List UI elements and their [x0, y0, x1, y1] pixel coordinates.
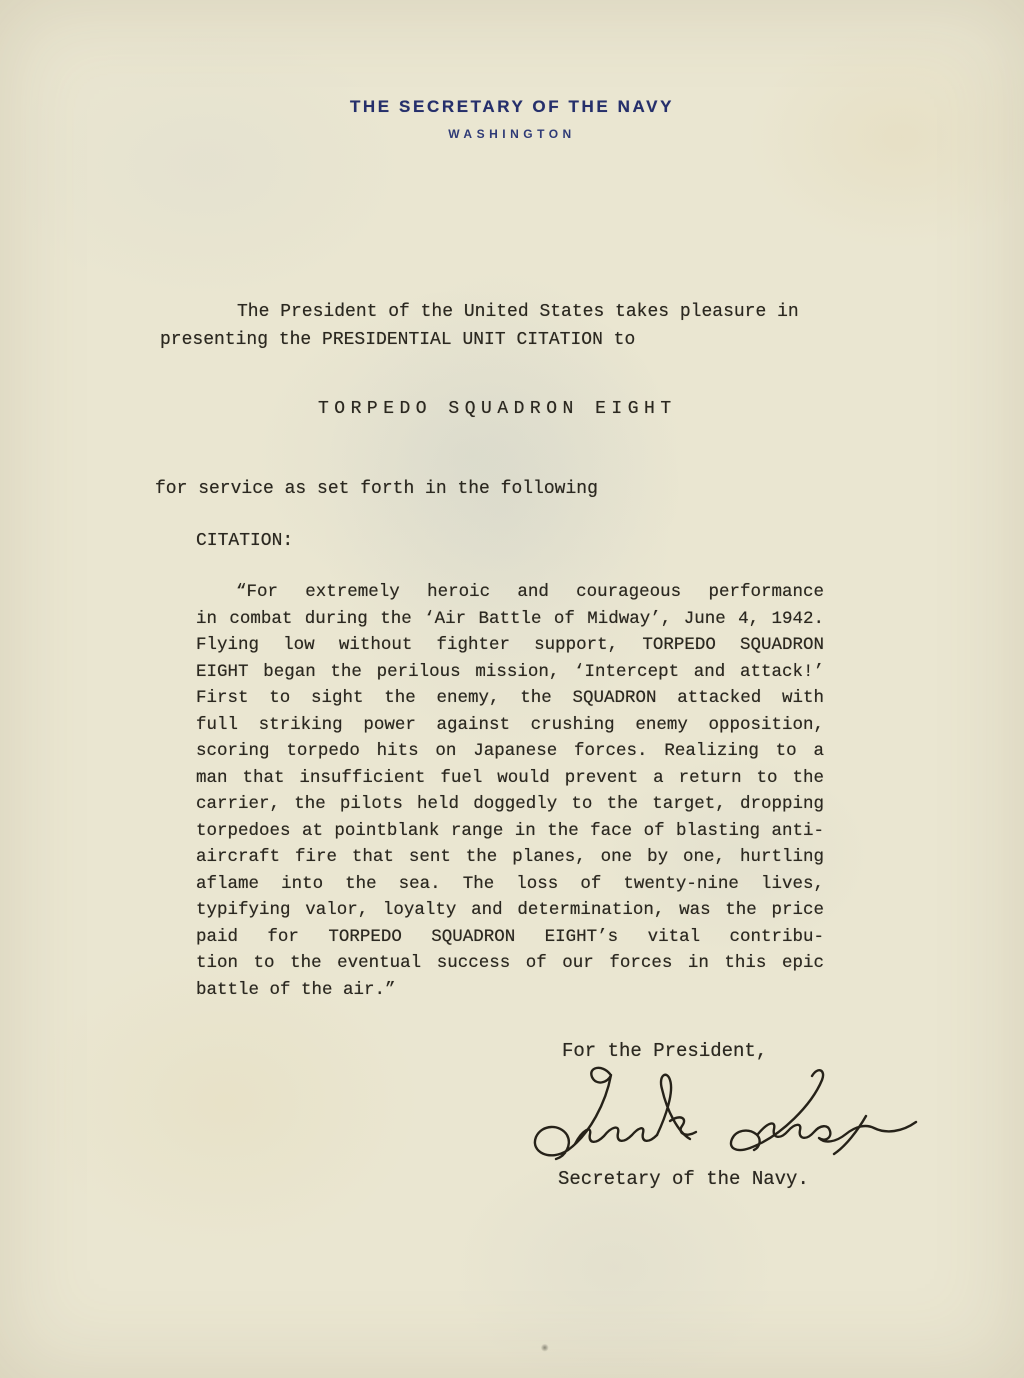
- citation-line: full striking power against crushing enemy opposition,: [196, 714, 824, 735]
- citation-line: tion to the eventual success of our forces in this epic: [196, 953, 824, 973]
- citation-line: torpedoes at pointblank range in the face of blasting anti-: [196, 820, 824, 841]
- citation-line: aircraft fire that sent the planes, one by one, hurtling: [196, 847, 824, 867]
- citation-line: Flying low without fighter support, TORPEDO SQUADRON: [196, 635, 824, 655]
- citation-line: aflame into the sea. The loss of twenty-nine lives,: [196, 873, 824, 894]
- citation-line: typifying valor, loyalty and determination, was the price: [196, 900, 824, 920]
- citation-paragraph: [196, 579, 824, 1003]
- signature-ink: [522, 1064, 926, 1168]
- citation-line: man that insufficient fuel would prevent a return to the: [196, 767, 824, 788]
- closing-for-the-president: For the President,: [562, 1040, 768, 1062]
- intro-line-2: presenting the PRESIDENTIAL UNIT CITATION to: [160, 330, 636, 350]
- intro-paragraph: [160, 298, 832, 354]
- citation-label: CITATION:: [196, 531, 294, 551]
- letterhead: [0, 97, 1024, 141]
- signature-frank-knox: [522, 1064, 926, 1168]
- recipient-name: TORPEDO SQUADRON EIGHT: [318, 399, 677, 419]
- citation-line: scoring torpedo hits on Japanese forces. Realizing to a: [196, 741, 824, 761]
- citation-line: carrier, the pilots held doggedly to the target, dropping: [196, 794, 824, 814]
- citation-line: “For extremely heroic and courageous performance: [236, 582, 824, 602]
- citation-line: paid for TORPEDO SQUADRON EIGHT’s vital contribu-: [196, 926, 824, 947]
- letterhead-city: WASHINGTON: [448, 127, 576, 141]
- letterhead-title: THE SECRETARY OF THE NAVY: [349, 97, 675, 116]
- citation-line: First to sight the enemy, the SQUADRON attacked with: [196, 688, 824, 708]
- citation-line: battle of the air.”: [196, 979, 396, 1000]
- intro-line-1: The President of the United States takes pleasure in: [237, 302, 799, 322]
- service-line: for service as set forth in the following: [155, 479, 598, 499]
- citation-line: EIGHT began the perilous mission, ‘Intercept and attack!’: [196, 661, 824, 682]
- citation-line: in combat during the ‘Air Battle of Midway’, June 4, 1942.: [196, 608, 824, 629]
- closing-signature-title: Secretary of the Navy.: [558, 1168, 809, 1190]
